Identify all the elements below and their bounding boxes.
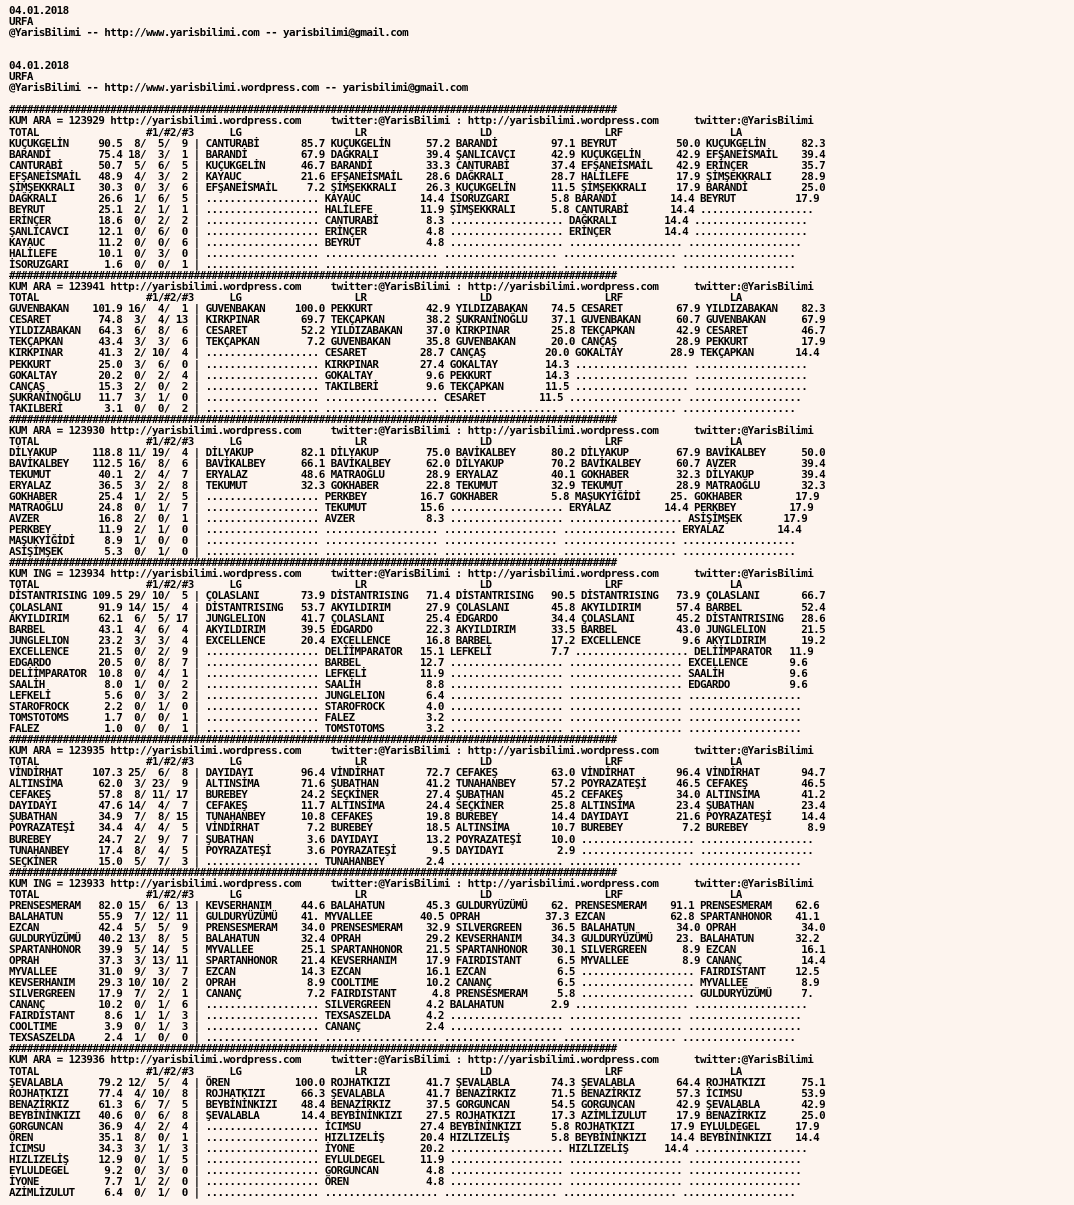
report-line: ŞANLICAVCI 12.1 0/ 6/ 0 | ................... ERİNÇER 4.8 ................... ERİNÇER 14.4 ................... (9, 224, 808, 238)
race-header-line: KUM ARA = 123935 http://yarisbilimi.wordpress.com twitter:@YarisBilimi : http://yarisbilimi.wordpress.com twitter:@YarisBilimi (9, 744, 814, 758)
report-line: PRENSESMERAM 82.0 15/ 6/ 13 | KEVSERHANIM 44.6 BALAHATUN 45.3 GULDURYÜZÜMÜ 62. PRENSESMERAM 91.1 PRENSESMERAM 62.6 (9, 898, 820, 912)
separator-line: ###################################################################################################### (9, 733, 617, 747)
report-line: POYRAZATEŞİ 34.4 4/ 4/ 5 | VİNDİRHAT 7.2 BUREBEY 18.5 ALTINSİMA 10.7 BUREBEY 7.2 BUREBEY 8.9 (9, 821, 826, 835)
race-header-line: KUM ARA = 123929 http://yarisbilimi.wordpress.com twitter:@YarisBilimi : http://yarisbilimi.wordpress.com twitter:@YarisBilimi (9, 114, 814, 128)
report-line: ŞİMŞEKKRALI 30.3 0/ 3/ 6 | EFŞANEİSMAİL 7.2 ŞİMŞEKKRALI 26.3 KUÇUKGELİN 11.5 ŞİMŞEKKRALI 17.9 BARANDİ 25.0 (9, 180, 826, 194)
report-line: YILDIZABAKAN 64.3 6/ 8/ 6 | CESARET 52.2 YILDIZABAKAN 37.0 KIRKPINAR 25.8 TEKÇAPKAN 42.9 CESARET 46.7 (9, 324, 826, 338)
report-line: GULDURYÜZÜMÜ 40.2 13/ 8/ 5 | BALAHATUN 32.4 OPRAH 29.2 KEVSERHANIM 34.3 GULDURYÜZÜMÜ 23. BALAHATUN 32.2 (9, 931, 820, 945)
report-line: SPARTANHONOR 39.9 5/ 14/ 5 | MYVALLEE 25.1 SPARTANHONOR 21.5 SPARTANHONOR 30.1 SILVERGREEN 8.9 EZCAN 16.1 (9, 942, 826, 956)
report-line: CESARET 74.8 3/ 4/ 13 | KIRKPINAR 69.7 TEKÇAPKAN 38.2 ŞUKRANİNOĞLU 37.1 GUVENBAKAN 60.7 GUVENBAKAN 67.9 (9, 313, 826, 327)
report-line: SEÇKİNER 15.0 5/ 7/ 3 | ................... TUNAHANBEY 2.4 ................... ................... ................... (9, 854, 802, 868)
report-line: DELİİMPARATOR 10.8 0/ 4/ 1 | ................... LEFKELİ 11.9 ................... ................... SAALİH 9.6 (9, 666, 808, 680)
report-line: CEFAKEŞ 57.8 8/ 11/ 17 | BUREBEY 24.2 SEÇKİNER 27.4 ŞUBATHAN 45.2 CEFAKEŞ 34.0 ALTINSİMA 41.2 (9, 788, 826, 802)
report-line: KIRKPINAR 41.3 2/ 10/ 4 | ................... CESARET 28.7 CANÇAŞ 20.0 GOKALTAY 28.9 TEKÇAPKAN 14.4 (9, 346, 820, 360)
report-line: PERKBEY 11.9 2/ 1/ 0 | ................... ................... ................... ................... ERYALAZ 14.4 (9, 523, 802, 537)
separator-line: ###################################################################################################### (9, 1042, 617, 1056)
report-line: STAROFROCK 2.2 0/ 1/ 0 | ................... STAROFROCK 4.0 ................... ................... ................... (9, 699, 802, 713)
race-header-line: KUM ARA = 123936 http://yarisbilimi.wordpress.com twitter:@YarisBilimi : http://yarisbilimi.wordpress.com twitter:@YarisBilimi (9, 1053, 814, 1067)
report-line: OPRAH 37.3 3/ 13/ 11 | SPARTANHONOR 21.4 KEVSERHANIM 17.9 FAIRDISTANT 6.5 MYVALLEE 8.9 CANANÇ 14.4 (9, 954, 826, 968)
report-line: @YarisBilimi -- http://www.yarisbilimi.wordpress.com -- yarisbilimi@gmail.com (9, 81, 468, 95)
report-line: ALTINSİMA 62.0 3/ 23/ 9 | ALTINSİMA 71.6 ŞUBATHAN 41.2 TUNAHANBEY 57.2 POYRAZATEŞİ 46.5 CEFAKEŞ 46.5 (9, 777, 826, 791)
report-line: TOTAL #1/#2/#3 LG LR LD LRF LA (9, 755, 742, 769)
report-line: KEVSERHANIM 29.3 10/ 10/ 2 | OPRAH 8.9 COOLTIME 10.2 CANANÇ 6.5 ................... MYVALLEE 8.9 (9, 976, 820, 990)
race-header-line: KUM ING = 123933 http://yarisbilimi.wordpress.com twitter:@YarisBilimi : http://yarisbilimi.wordpress.com twitter:@YarisBilimi (9, 876, 814, 890)
report-line: MYVALLEE 31.0 9/ 3/ 7 | EZCAN 14.3 EZCAN 16.1 EZCAN 6.5 ................... FAIRDISTANT 12.5 (9, 965, 820, 979)
report-line: BEYRUT 25.1 2/ 1/ 1 | ................... HALİLEFE 11.9 ŞİMŞEKKRALI 5.8 CANTURABİ 14.4 ................... (9, 202, 814, 216)
report-line: COOLTIME 3.9 0/ 1/ 3 | ................... CANANÇ 2.4 ................... ................... ................... (9, 1020, 802, 1034)
report-line: DAĞKRALI 26.6 1/ 6/ 5 | ................... KAYAUC 14.4 İSORUZGARI 5.8 BARANDİ 14.4 BEYRUT 17.9 (9, 191, 820, 205)
report-line: FALEZ 1.0 0/ 0/ 1 | ................... TOMSTOTOMS 3.2 ................... ................... ................... (9, 722, 802, 736)
report-line: @YarisBilimi -- http://www.yarisbilimi.com -- yarisbilimi@gmail.com (9, 26, 409, 40)
report-line: BARBEL 43.1 4/ 6/ 4 | AKYILDIRIM 39.5 EDGARDO 22.3 AKYILDIRIM 33.5 BARBEL 43.0 JUNGLELION 21.5 (9, 622, 826, 636)
report-line: ŞUKRANİNOĞLU 11.7 3/ 1/ 0 | ................... ................... CESARET 11.5 ................... ................... (9, 390, 802, 404)
report-line: BENAZİRKIZ 61.3 6/ 7/ 5 | BEYBİNİNKIZI 48.4 BENAZİRKIZ 37.5 GORGUNCAN 54.5 GORGUNCAN 42.9 ŞEVALABLA 42.9 (9, 1097, 826, 1111)
report-line: TOTAL #1/#2/#3 LG LR LD LRF LA (9, 1064, 742, 1078)
report-line: İSORUZGARI 1.6 0/ 0/ 1 | ................... ................... ................... ................... ................... (9, 258, 796, 272)
report-line: EYLULDEGEL 9.2 0/ 3/ 0 | ................... GORGUNCAN 4.8 ................... ................... ................... (9, 1163, 802, 1177)
report-line: ŞUBATHAN 34.9 7/ 8/ 15 | TUNAHANBEY 10.8 CEFAKEŞ 19.8 BUREBEY 14.4 DAYIDAYI 21.6 POYRAZATEŞİ 14.4 (9, 810, 826, 824)
report-line: TOMSTOTOMS 1.7 0/ 0/ 1 | ................... FALEZ 3.2 ................... ................... ................... (9, 711, 802, 724)
report-line: TOTAL #1/#2/#3 LG LR LD LRF LA (9, 887, 742, 901)
report-line: HIZLIZELİŞ 12.9 0/ 1/ 5 | ................... EYLULDEGEL 11.9 ................... ................... ................... (9, 1152, 802, 1166)
separator-line: ###################################################################################################### (9, 412, 617, 426)
report-line: DİSTANTRISING 109.5 29/ 10/ 5 | ÇOLASLANI 73.9 DİSTANTRISING 71.4 DİSTANTRISING 90.5 DİSTANTRISING 73.9 ÇOLASLANI 66.7 (9, 589, 826, 603)
report-line: 04.01.2018 (9, 4, 69, 17)
race-header-line: KUM ARA = 123930 http://yarisbilimi.wordpress.com twitter:@YarisBilimi : http://yarisbilimi.wordpress.com twitter:@YarisBilimi (9, 423, 814, 437)
report-line: TEXSASZELDA 2.4 1/ 0/ 0 | ................... ................... ................... ................... ................... (9, 1031, 796, 1045)
report-line: PEKKURT 25.0 3/ 6/ 0 | ................... KIRKPINAR 27.4 GOKALTAY 14.3 ................... ................... (9, 357, 808, 371)
report-line: MATRAOĞLU 24.8 0/ 1/ 7 | ................... TEKUMUT 15.6 ................... ERYALAZ 14.4 PERKBEY 17.9 (9, 501, 814, 515)
report-line: DİLYAKUP 118.8 11/ 19/ 4 | DİLYAKUP 82.1 DİLYAKUP 75.0 BAVİKALBEY 80.2 DİLYAKUP 67.9 BAVİKALBEY 50.0 (9, 445, 826, 459)
report-line: KUÇUKGELİN 90.5 8/ 5/ 9 | CANTURABİ 85.7 KUÇUKGELİN 57.2 BARANDİ 97.1 BEYRUT 50.0 KUÇUKGELİN 82.3 (9, 136, 826, 150)
separator-line: ###################################################################################################### (9, 865, 617, 879)
report-line: GOKALTAY 20.2 0/ 2/ 4 | ................... GOKALTAY 9.6 PEKKURT 14.3 ................... ................... (9, 368, 808, 382)
report-line: BALAHATUN 55.9 7/ 12/ 11 | GULDURYÜZÜMÜ 41. MYVALLEE 40.5 OPRAH 37.3 EZCAN 62.8 SPARTANHONOR 41.1 (9, 909, 820, 923)
separator-line: ###################################################################################################### (9, 269, 617, 283)
report-line: GORGUNCAN 36.9 4/ 2/ 4 | ................... İCIMSU 27.4 BEYBİNİNKIZI 5.8 ROJHATKIZI 17.9 EYLULDEGEL 17.9 (9, 1119, 820, 1133)
report-line: JUNGLELION 23.2 3/ 3/ 4 | EXCELLENCE 20.4 EXCELLENCE 16.8 BARBEL 17.2 EXCELLENCE 9.6 AKYILDIRIM 19.2 (9, 633, 826, 647)
report-line: BUREBEY 24.7 2/ 9/ 7 | ŞUBATHAN 3.6 DAYIDAYI 13.2 POYRAZATEŞİ 10.0 ................... ................... (9, 832, 814, 846)
report-line: LEFKELİ 5.6 0/ 3/ 2 | ................... JUNGLELION 6.4 ................... ................... ................... (9, 688, 802, 702)
report-line: ÖREN 35.1 8/ 0/ 1 | ................... HIZLIZELİŞ 20.4 HIZLIZELİŞ 5.8 BEYBİNİNKIZI 14.4 BEYBİNİNKIZI 14.4 (9, 1130, 820, 1144)
report-line: İYONE 7.7 1/ 2/ 0 | ................... ÖREN 4.8 ................... ................... ................... (9, 1174, 802, 1188)
report-line: ŞEVALABLA 79.2 12/ 5/ 4 | ÖREN 100.0 ROJHATKIZI 41.7 ŞEVALABLA 74.3 ŞEVALABLA 64.4 ROJHATKIZI 75.1 (9, 1075, 826, 1089)
report-line: URFA (9, 70, 33, 84)
report-line: VİNDİRHAT 107.3 25/ 6/ 8 | DAYIDAYI 96.4 VİNDİRHAT 72.7 CEFAKEŞ 63.0 VİNDİRHAT 96.4 VİNDİRHAT 94.7 (9, 766, 826, 780)
report-line: TOTAL #1/#2/#3 LG LR LD LRF LA (9, 125, 742, 139)
report-line: CANANÇ 10.2 0/ 1/ 6 | ................... SILVERGREEN 4.2 BALAHATUN 2.9 ................... ................... (9, 998, 808, 1012)
report-line: TOTAL #1/#2/#3 LG LR LD LRF LA (9, 291, 742, 305)
race-header-line: KUM ING = 123934 http://yarisbilimi.wordpress.com twitter:@YarisBilimi : http://yarisbilimi.wordpress.com twitter:@YarisBilimi (9, 567, 814, 581)
report-line: FAIRDISTANT 8.6 1/ 1/ 3 | ................... TEXSASZELDA 4.2 ................... ................... ................... (9, 1009, 802, 1023)
report-line: TOTAL #1/#2/#3 LG LR LD LRF LA (9, 434, 742, 448)
report-line: ROJHATKIZI 77.4 4/ 10/ 8 | ROJHATKIZI 66.3 ŞEVALABLA 41.7 BENAZİRKIZ 71.5 BENAZİRKIZ 57.3 İCIMSU 53.9 (9, 1086, 826, 1100)
report-line: EZCAN 42.4 5/ 5/ 9 | PRENSESMERAM 34.0 PRENSESMERAM 32.9 SILVERGREEN 36.5 BALAHATUN 34.0 OPRAH 34.0 (9, 920, 826, 934)
separator-line: ###################################################################################################### (9, 556, 617, 570)
report-line: EDGARDO 20.5 0/ 8/ 7 | ................... BARBEL 12.7 ................... ................... EXCELLENCE 9.6 (9, 655, 808, 669)
report-line: TUNAHANBEY 17.4 8/ 4/ 5 | POYRAZATEŞİ 3.6 POYRAZATEŞİ 9.5 DAYIDAYI 2.9 ................... ................... (9, 843, 814, 857)
report-line: CANÇAŞ 15.3 2/ 0/ 2 | ................... TAKILBERİ 9.6 TEKÇAPKAN 11.5 ................... ................... (9, 379, 808, 393)
report-line: BEYBİNİNKIZI 40.6 0/ 6/ 8 | ŞEVALABLA 14.4 BEYBİNİNKIZI 27.5 ROJHATKIZI 17.3 AZİMLİZULUT 17.9 BENAZİRKIZ 25.0 (9, 1108, 826, 1122)
report-line: EXCELLENCE 21.5 0/ 2/ 9 | ................... DELİİMPARATOR 15.1 LEFKELİ 7.7 ................... DELİİMPARATOR 11.9 (9, 644, 814, 658)
report-line: EFŞANEİSMAİL 48.9 4/ 3/ 2 | KAYAUC 21.6 EFŞANEİSMAİL 28.6 DAĞKRALI 28.7 HALİLEFE 17.9 ŞİMŞEKKRALI 28.9 (9, 169, 826, 183)
report-line: GOKHABER 25.4 1/ 2/ 5 | ................... PERKBEY 16.7 GOKHABER 5.8 MAŞUKYİĞİDİ 25. GOKHABER 17.9 (9, 490, 820, 504)
report-line: TAKILBERİ 3.1 0/ 0/ 2 | ................... ................... ................... ................... ................... (9, 401, 796, 415)
report-line: BARANDİ 75.4 18/ 3/ 1 | BARANDİ 67.9 DAĞKRALI 39.4 ŞANLICAVCI 42.9 KUÇUKGELİN 42.9 EFŞANEİSMAİL 39.4 (9, 147, 826, 161)
report-line: CANTURABİ 50.7 5/ 6/ 5 | KUÇUKGELİN 46.7 BARANDİ 33.3 CANTURABİ 37.4 EFŞANEİSMAİL 42.9 ERİNÇER 35.7 (9, 158, 826, 172)
separator-line: ###################################################################################################### (9, 103, 617, 117)
race-header-line: KUM ARA = 123941 http://yarisbilimi.wordpress.com twitter:@YarisBilimi : http://yarisbilimi.wordpress.com twitter:@YarisBilimi (9, 280, 814, 294)
report-line: ERYALAZ 36.5 3/ 2/ 8 | TEKUMUT 32.3 GOKHABER 22.8 TEKUMUT 32.9 TEKUMUT 28.9 MATRAOĞLU 32.3 (9, 479, 826, 493)
report-line: GUVENBAKAN 101.9 16/ 4/ 1 | GUVENBAKAN 100.0 PEKKURT 42.9 YILDIZABAKAN 74.5 CESARET 67.9 YILDIZABAKAN 82.3 (9, 302, 826, 316)
report-line: TEKÇAPKAN 43.4 3/ 3/ 6 | TEKÇAPKAN 7.2 GUVENBAKAN 35.8 GUVENBAKAN 20.0 CANÇAŞ 28.9 PEKKURT 17.9 (9, 335, 826, 349)
report-line: DAYIDAYI 47.6 14/ 4/ 7 | CEFAKEŞ 11.7 ALTINSİMA 24.4 SEÇKİNER 25.8 ALTINSİMA 23.4 ŞUBATHAN 23.4 (9, 799, 826, 813)
report-line: AZİMLİZULUT 6.4 0/ 1/ 0 | ................... ................... ................... ................... ................... (9, 1186, 796, 1200)
report-line: TEKUMUT 40.1 2/ 4/ 7 | ERYALAZ 48.6 MATRAOĞLU 28.9 ERYALAZ 40.1 GOKHABER 32.3 DİLYAKUP 39.4 (9, 467, 826, 481)
report-line: 04.01.2018 (9, 59, 69, 73)
report-line: BAVİKALBEY 112.5 16/ 8/ 6 | BAVİKALBEY 66.1 BAVİKALBEY 62.0 DİLYAKUP 70.2 BAVİKALBEY 60.7 AVZER 39.4 (9, 456, 826, 470)
report-line: ERİNÇER 18.6 0/ 2/ 2 | ................... CANTURABİ 8.3 ................... DAĞKRALI 14.4 ................... (9, 213, 808, 227)
report-line: SAALİH 8.0 1/ 0/ 2 | ................... SAALİH 8.8 ................... ................... EDGARDO 9.6 (9, 677, 808, 691)
race-report-text (9, 5, 825, 1198)
report-line: SILVERGREEN 17.9 7/ 2/ 1 | CANANÇ 7.2 FAIRDISTANT 4.8 PRENSESMERAM 5.8 ................... GULDURYÜZÜMÜ 7. (9, 987, 814, 1001)
report-line: ASİŞİMŞEK 5.3 0/ 1/ 0 | ................... ................... ................... ................... ................... (9, 545, 796, 559)
report-line: HALİLEFE 10.1 0/ 3/ 0 | ................... ................... ................... ................... ................... (9, 247, 796, 261)
report-line: KAYAUC 11.2 0/ 0/ 6 | ................... BEYRUT 4.8 ................... ................... ................... (9, 235, 802, 249)
report-line: AKYILDIRIM 62.1 6/ 5/ 17 | JUNGLELION 41.7 ÇOLASLANI 25.4 EDGARDO 34.4 ÇOLASLANI 45.2 DİSTANTRISING 28.6 (9, 611, 826, 625)
report-line: MAŞUKYİĞİDİ 8.9 1/ 0/ 0 | ................... ................... ................... ................... ................... (9, 534, 796, 548)
report-line: TOTAL #1/#2/#3 LG LR LD LRF LA (9, 578, 742, 592)
report-line: URFA (9, 15, 33, 29)
report-line: ÇOLASLANI 91.9 14/ 15/ 4 | DİSTANTRISING 53.7 AKYILDIRIM 27.9 ÇOLASLANI 45.8 AKYILDIRIM 57.4 BARBEL 52.4 (9, 600, 826, 614)
report-line: AVZER 16.8 2/ 0/ 1 | ................... AVZER 8.3 ................... ................... ASİŞİMŞEK 17.9 (9, 512, 808, 526)
report-line: İCIMSU 34.3 3/ 1/ 3 | ................... İYONE 20.2 ................... HIZLIZELİŞ 14.4 ................... (9, 1141, 808, 1155)
